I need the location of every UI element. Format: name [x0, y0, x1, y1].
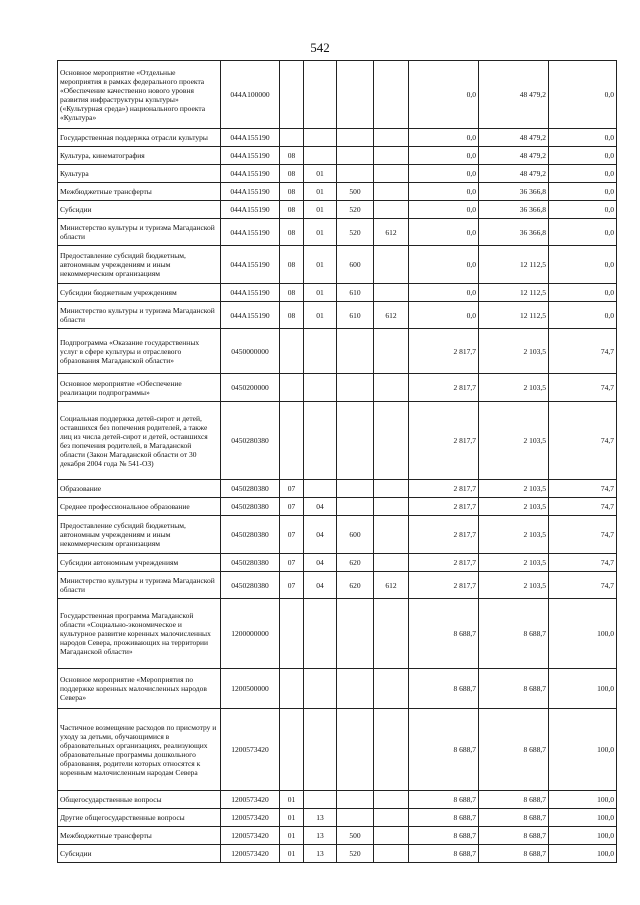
row-name-cell: Субсидии: [58, 201, 221, 219]
row-fact-cell: 12 112,5: [479, 246, 549, 284]
row-vr-cell: [337, 402, 374, 480]
row-fact-cell: 8 688,7: [479, 827, 549, 845]
row-code-cell: 044A155190: [221, 246, 280, 284]
table-row: [58, 669, 617, 709]
row-vr-cell: 620: [337, 554, 374, 572]
row-fact-cell: 2 103,5: [479, 329, 549, 374]
row-vr-cell: [337, 480, 374, 498]
row-vr-cell: [337, 61, 374, 129]
row-subsection-cell: 13: [304, 827, 337, 845]
row-grbs-cell: [374, 201, 409, 219]
row-fact-cell: 48 479,2: [479, 61, 549, 129]
row-name-cell: Подпрограмма «Оказание государственных услуг в сфере культуры и отраслевого образования Магаданской области»: [58, 329, 221, 374]
row-vr-cell: [337, 809, 374, 827]
row-fact-cell: 2 103,5: [479, 572, 549, 599]
row-plan-cell: 0,0: [409, 201, 479, 219]
row-code-cell: 0450000000: [221, 329, 280, 374]
row-grbs-cell: [374, 827, 409, 845]
row-name-cell: Министерство культуры и туризма Магаданской области: [58, 572, 221, 599]
row-subsection-cell: 01: [304, 183, 337, 201]
row-vr-cell: [337, 709, 374, 791]
row-grbs-cell: [374, 845, 409, 863]
row-vr-cell: 610: [337, 284, 374, 302]
row-subsection-cell: 01: [304, 246, 337, 284]
row-subsection-cell: 13: [304, 845, 337, 863]
row-section-cell: [280, 374, 304, 402]
row-subsection-cell: [304, 374, 337, 402]
row-plan-cell: 2 817,7: [409, 572, 479, 599]
row-pct-cell: 100,0: [549, 709, 617, 791]
table-body: [58, 61, 617, 863]
row-section-cell: [280, 709, 304, 791]
row-plan-cell: 0,0: [409, 219, 479, 246]
row-code-cell: 044A155190: [221, 183, 280, 201]
row-grbs-cell: [374, 554, 409, 572]
row-plan-cell: 8 688,7: [409, 599, 479, 669]
row-section-cell: 07: [280, 480, 304, 498]
row-fact-cell: 36 366,8: [479, 219, 549, 246]
row-fact-cell: 8 688,7: [479, 669, 549, 709]
row-plan-cell: 0,0: [409, 147, 479, 165]
row-subsection-cell: 01: [304, 302, 337, 329]
row-grbs-cell: [374, 599, 409, 669]
row-plan-cell: 0,0: [409, 302, 479, 329]
row-name-cell: Культура, кинематография: [58, 147, 221, 165]
row-code-cell: 0450280380: [221, 554, 280, 572]
row-code-cell: 0450280380: [221, 480, 280, 498]
row-section-cell: 08: [280, 147, 304, 165]
row-fact-cell: 36 366,8: [479, 201, 549, 219]
row-subsection-cell: [304, 669, 337, 709]
row-section-cell: 01: [280, 845, 304, 863]
row-vr-cell: 620: [337, 572, 374, 599]
table-row: [58, 129, 617, 147]
row-plan-cell: 2 817,7: [409, 480, 479, 498]
row-grbs-cell: [374, 165, 409, 183]
row-pct-cell: 0,0: [549, 201, 617, 219]
row-subsection-cell: [304, 709, 337, 791]
row-section-cell: 07: [280, 498, 304, 516]
row-vr-cell: [337, 599, 374, 669]
row-subsection-cell: [304, 480, 337, 498]
budget-table: [57, 60, 617, 863]
row-pct-cell: 74,7: [549, 516, 617, 554]
table-row: [58, 809, 617, 827]
row-pct-cell: 0,0: [549, 165, 617, 183]
row-pct-cell: 0,0: [549, 61, 617, 129]
row-pct-cell: 100,0: [549, 827, 617, 845]
row-subsection-cell: 04: [304, 516, 337, 554]
row-plan-cell: 0,0: [409, 183, 479, 201]
row-subsection-cell: 13: [304, 809, 337, 827]
row-code-cell: 0450200000: [221, 374, 280, 402]
row-name-cell: Субсидии бюджетным учреждениям: [58, 284, 221, 302]
row-code-cell: 044A155190: [221, 147, 280, 165]
row-section-cell: 08: [280, 183, 304, 201]
row-fact-cell: 8 688,7: [479, 809, 549, 827]
row-plan-cell: 2 817,7: [409, 498, 479, 516]
row-pct-cell: 74,7: [549, 498, 617, 516]
table-row: [58, 599, 617, 669]
row-pct-cell: 0,0: [549, 219, 617, 246]
table-row: [58, 402, 617, 480]
row-grbs-cell: [374, 498, 409, 516]
table-row: [58, 183, 617, 201]
table-row: [58, 791, 617, 809]
row-grbs-cell: [374, 374, 409, 402]
row-fact-cell: 8 688,7: [479, 599, 549, 669]
row-code-cell: 044A155190: [221, 165, 280, 183]
row-name-cell: Образование: [58, 480, 221, 498]
row-section-cell: 08: [280, 302, 304, 329]
row-section-cell: [280, 61, 304, 129]
row-name-cell: Социальная поддержка детей-сирот и детей, оставшихся без попечения родителей, а также лиц из числа детей-сирот и детей, оставшихся без попечения родителей, в Магаданской области (Закон Магаданской области от 30 декабря 2004 года № 541-ОЗ): [58, 402, 221, 480]
row-section-cell: 01: [280, 827, 304, 845]
row-name-cell: Основное мероприятие «Отдельные мероприятия в рамках федерального проекта «Обеспечение качественно нового уровня развития инфраструктуры культуры» («Культурная среда») национального проекта «Культура»: [58, 61, 221, 129]
row-name-cell: Предоставление субсидий бюджетным, автономным учреждениям и иным некоммерческим организациям: [58, 516, 221, 554]
row-grbs-cell: [374, 329, 409, 374]
page-number: 542: [310, 40, 330, 55]
row-vr-cell: 600: [337, 246, 374, 284]
row-code-cell: 1200573420: [221, 791, 280, 809]
row-name-cell: Государственная поддержка отрасли культуры: [58, 129, 221, 147]
table-row: [58, 709, 617, 791]
row-fact-cell: 2 103,5: [479, 516, 549, 554]
row-vr-cell: 600: [337, 516, 374, 554]
row-vr-cell: 500: [337, 183, 374, 201]
row-section-cell: 08: [280, 219, 304, 246]
row-code-cell: 044A155190: [221, 129, 280, 147]
row-plan-cell: 2 817,7: [409, 374, 479, 402]
row-fact-cell: 8 688,7: [479, 709, 549, 791]
row-section-cell: 07: [280, 572, 304, 599]
row-grbs-cell: [374, 61, 409, 129]
row-code-cell: 1200573420: [221, 709, 280, 791]
row-fact-cell: 2 103,5: [479, 374, 549, 402]
row-code-cell: 1200573420: [221, 809, 280, 827]
row-pct-cell: 0,0: [549, 246, 617, 284]
row-vr-cell: [337, 791, 374, 809]
row-section-cell: 01: [280, 791, 304, 809]
row-grbs-cell: [374, 129, 409, 147]
table-row: [58, 329, 617, 374]
row-grbs-cell: [374, 480, 409, 498]
row-section-cell: 07: [280, 516, 304, 554]
row-name-cell: Субсидии: [58, 845, 221, 863]
row-vr-cell: 520: [337, 201, 374, 219]
row-subsection-cell: [304, 61, 337, 129]
row-plan-cell: 2 817,7: [409, 554, 479, 572]
row-vr-cell: [337, 147, 374, 165]
table-row: [58, 246, 617, 284]
row-section-cell: 01: [280, 809, 304, 827]
row-grbs-cell: [374, 669, 409, 709]
row-vr-cell: 520: [337, 219, 374, 246]
row-subsection-cell: 01: [304, 284, 337, 302]
row-pct-cell: 100,0: [549, 669, 617, 709]
row-fact-cell: 36 366,8: [479, 183, 549, 201]
table-row: [58, 302, 617, 329]
row-vr-cell: [337, 165, 374, 183]
row-grbs-cell: [374, 791, 409, 809]
table-row: [58, 147, 617, 165]
row-grbs-cell: [374, 284, 409, 302]
row-pct-cell: 74,7: [549, 329, 617, 374]
row-name-cell: Общегосударственные вопросы: [58, 791, 221, 809]
row-vr-cell: 500: [337, 827, 374, 845]
row-subsection-cell: 04: [304, 498, 337, 516]
row-fact-cell: 2 103,5: [479, 480, 549, 498]
row-code-cell: 0450280380: [221, 572, 280, 599]
row-subsection-cell: [304, 329, 337, 374]
row-subsection-cell: 01: [304, 165, 337, 183]
row-subsection-cell: [304, 791, 337, 809]
row-subsection-cell: [304, 147, 337, 165]
table-row: [58, 516, 617, 554]
row-fact-cell: 48 479,2: [479, 147, 549, 165]
row-pct-cell: 74,7: [549, 374, 617, 402]
row-vr-cell: 610: [337, 302, 374, 329]
table-row: [58, 480, 617, 498]
row-pct-cell: 0,0: [549, 147, 617, 165]
row-name-cell: Министерство культуры и туризма Магаданской области: [58, 302, 221, 329]
row-name-cell: Межбюджетные трансферты: [58, 183, 221, 201]
table-row: [58, 845, 617, 863]
row-grbs-cell: [374, 402, 409, 480]
row-section-cell: 07: [280, 554, 304, 572]
row-subsection-cell: 01: [304, 201, 337, 219]
row-section-cell: [280, 329, 304, 374]
row-code-cell: 044A155190: [221, 284, 280, 302]
row-section-cell: 08: [280, 246, 304, 284]
row-name-cell: Среднее профессиональное образование: [58, 498, 221, 516]
row-code-cell: 044A100000: [221, 61, 280, 129]
row-plan-cell: 8 688,7: [409, 845, 479, 863]
row-name-cell: Другие общегосударственные вопросы: [58, 809, 221, 827]
row-fact-cell: 12 112,5: [479, 284, 549, 302]
row-grbs-cell: [374, 709, 409, 791]
row-vr-cell: 520: [337, 845, 374, 863]
row-section-cell: [280, 129, 304, 147]
row-plan-cell: 8 688,7: [409, 669, 479, 709]
row-plan-cell: 2 817,7: [409, 329, 479, 374]
row-plan-cell: 8 688,7: [409, 827, 479, 845]
row-subsection-cell: [304, 402, 337, 480]
row-name-cell: Основное мероприятие «Обеспечение реализации подпрограммы»: [58, 374, 221, 402]
row-vr-cell: [337, 329, 374, 374]
row-plan-cell: 2 817,7: [409, 402, 479, 480]
row-code-cell: 0450280380: [221, 498, 280, 516]
row-subsection-cell: 04: [304, 572, 337, 599]
row-code-cell: 044A155190: [221, 219, 280, 246]
row-pct-cell: 0,0: [549, 183, 617, 201]
row-name-cell: Субсидии автономным учреждениям: [58, 554, 221, 572]
row-name-cell: Государственная программа Магаданской области «Социально-экономическое и культурное развитие коренных малочисленных народов Севера, проживающих на территории Магаданской области»: [58, 599, 221, 669]
row-grbs-cell: [374, 809, 409, 827]
row-pct-cell: 0,0: [549, 302, 617, 329]
row-code-cell: 044A155190: [221, 201, 280, 219]
row-fact-cell: 8 688,7: [479, 845, 549, 863]
row-pct-cell: 74,7: [549, 480, 617, 498]
row-subsection-cell: [304, 599, 337, 669]
row-code-cell: 1200573420: [221, 827, 280, 845]
row-vr-cell: [337, 498, 374, 516]
row-code-cell: 0450280380: [221, 402, 280, 480]
row-grbs-cell: 612: [374, 219, 409, 246]
row-pct-cell: 74,7: [549, 554, 617, 572]
row-plan-cell: 0,0: [409, 284, 479, 302]
row-plan-cell: 0,0: [409, 129, 479, 147]
row-plan-cell: 2 817,7: [409, 516, 479, 554]
row-code-cell: 1200000000: [221, 599, 280, 669]
row-name-cell: Культура: [58, 165, 221, 183]
row-section-cell: 08: [280, 165, 304, 183]
row-code-cell: 0450280380: [221, 516, 280, 554]
row-grbs-cell: [374, 147, 409, 165]
row-section-cell: [280, 402, 304, 480]
row-pct-cell: 100,0: [549, 791, 617, 809]
row-fact-cell: 48 479,2: [479, 129, 549, 147]
row-pct-cell: 0,0: [549, 129, 617, 147]
row-pct-cell: 100,0: [549, 845, 617, 863]
row-grbs-cell: [374, 183, 409, 201]
table-row: [58, 201, 617, 219]
row-pct-cell: 74,7: [549, 402, 617, 480]
row-grbs-cell: 612: [374, 572, 409, 599]
row-plan-cell: 0,0: [409, 246, 479, 284]
row-vr-cell: [337, 374, 374, 402]
row-name-cell: Частичное возмещение расходов по присмотру и уходу за детьми, обучающимися в образовательных организациях, реализующих образовательные программы дошкольного образования, родители которых относятся к коренным малочисленным народам Севера: [58, 709, 221, 791]
row-code-cell: 044A155190: [221, 302, 280, 329]
row-subsection-cell: 04: [304, 554, 337, 572]
row-section-cell: 08: [280, 284, 304, 302]
table-row: [58, 219, 617, 246]
row-pct-cell: 0,0: [549, 284, 617, 302]
row-fact-cell: 12 112,5: [479, 302, 549, 329]
row-grbs-cell: [374, 246, 409, 284]
row-code-cell: 1200500000: [221, 669, 280, 709]
row-fact-cell: 8 688,7: [479, 791, 549, 809]
row-grbs-cell: 612: [374, 302, 409, 329]
row-name-cell: Министерство культуры и туризма Магаданской области: [58, 219, 221, 246]
row-grbs-cell: [374, 516, 409, 554]
row-fact-cell: 48 479,2: [479, 165, 549, 183]
table-row: [58, 374, 617, 402]
row-plan-cell: 8 688,7: [409, 809, 479, 827]
table-row: [58, 284, 617, 302]
table-row: [58, 554, 617, 572]
row-vr-cell: [337, 669, 374, 709]
row-fact-cell: 2 103,5: [479, 402, 549, 480]
row-section-cell: [280, 669, 304, 709]
table-row: [58, 498, 617, 516]
row-plan-cell: 8 688,7: [409, 791, 479, 809]
row-plan-cell: 0,0: [409, 61, 479, 129]
row-pct-cell: 100,0: [549, 809, 617, 827]
table-row: [58, 572, 617, 599]
row-pct-cell: 74,7: [549, 572, 617, 599]
row-name-cell: Основное мероприятие «Мероприятия по поддержке коренных малочисленных народов Севера»: [58, 669, 221, 709]
row-section-cell: 08: [280, 201, 304, 219]
row-fact-cell: 2 103,5: [479, 498, 549, 516]
row-section-cell: [280, 599, 304, 669]
row-subsection-cell: [304, 129, 337, 147]
row-pct-cell: 100,0: [549, 599, 617, 669]
row-plan-cell: 8 688,7: [409, 709, 479, 791]
row-name-cell: Межбюджетные трансферты: [58, 827, 221, 845]
table-row: [58, 165, 617, 183]
table-row: [58, 61, 617, 129]
row-subsection-cell: 01: [304, 219, 337, 246]
row-vr-cell: [337, 129, 374, 147]
row-plan-cell: 0,0: [409, 165, 479, 183]
row-code-cell: 1200573420: [221, 845, 280, 863]
table-row: [58, 827, 617, 845]
row-name-cell: Предоставление субсидий бюджетным, автономным учреждениям и иным некоммерческим организациям: [58, 246, 221, 284]
row-fact-cell: 2 103,5: [479, 554, 549, 572]
